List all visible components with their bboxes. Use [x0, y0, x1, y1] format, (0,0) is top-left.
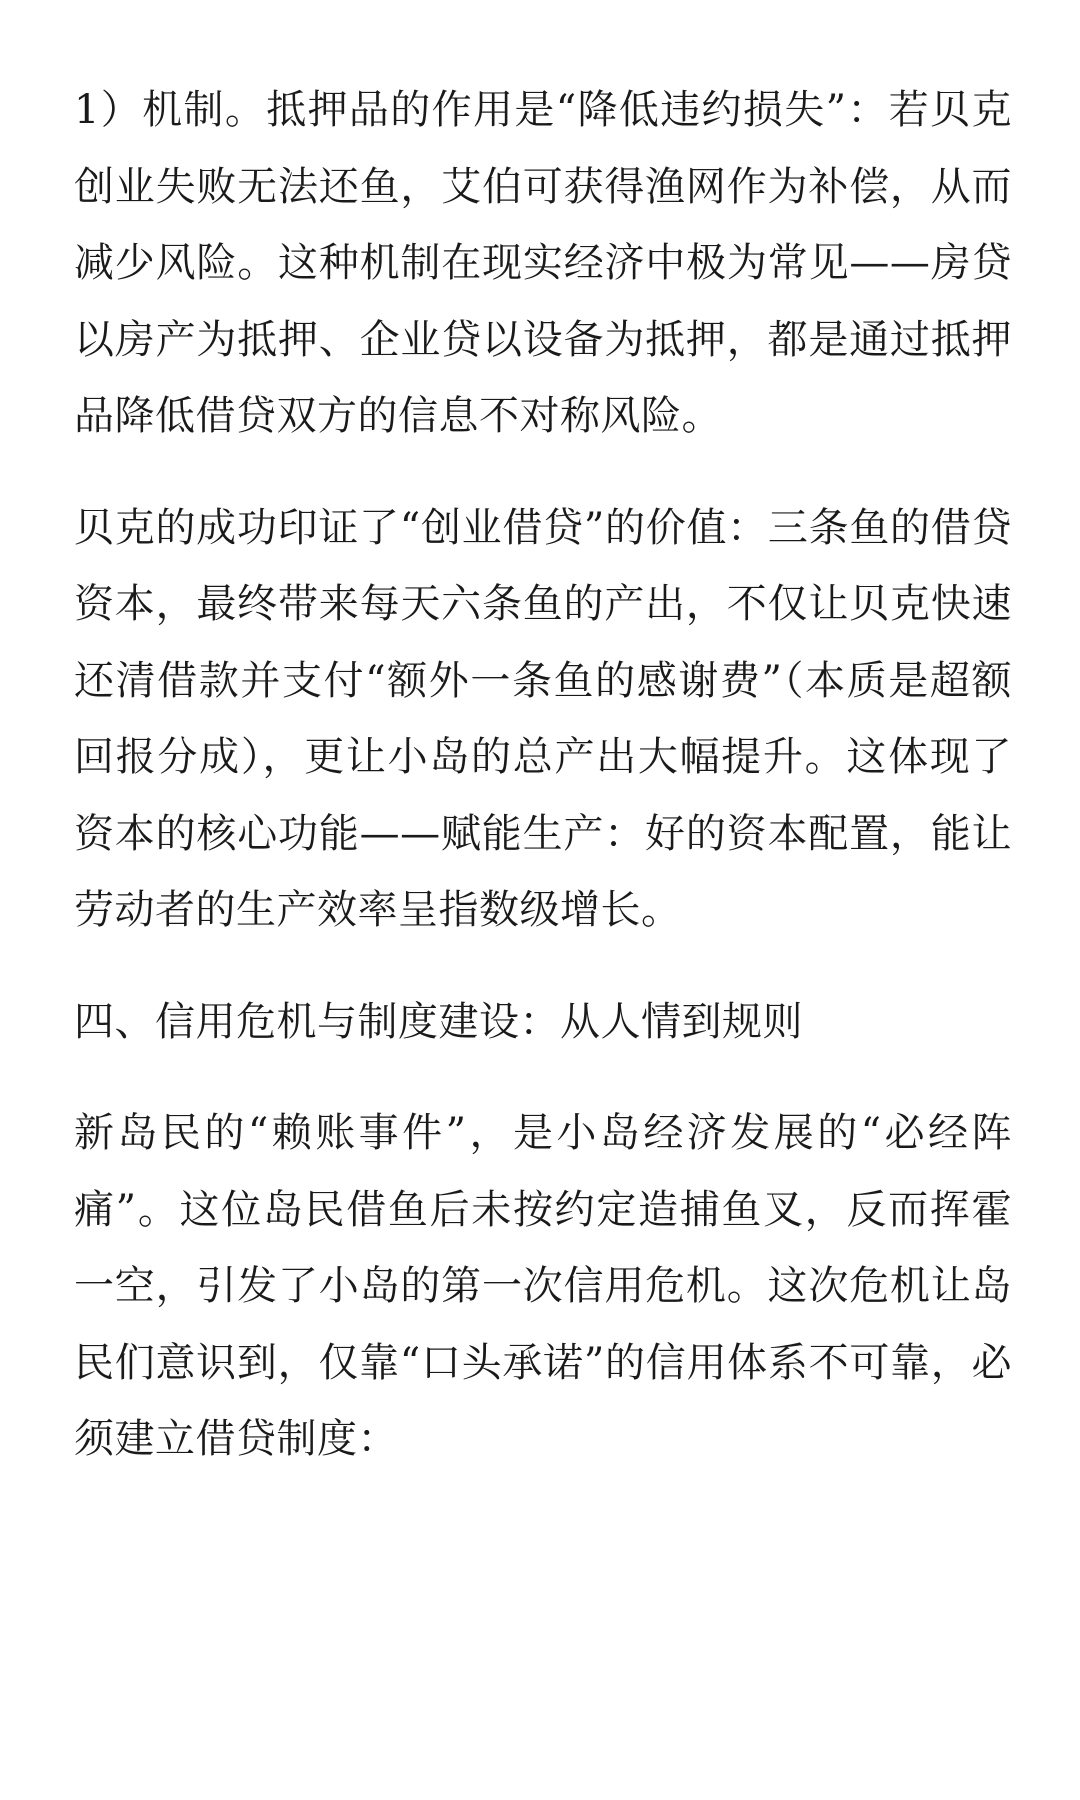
section-heading: 四、信用危机与制度建设：从人情到规则 — [74, 998, 803, 1045]
paragraph-collateral-mechanism: 1）机制。抵押品的作用是“降低违约损失”：若贝克创业失败无法还鱼，艾伯可获得渔网作为补偿，从而减少风险。这种机制在现实经济中极为常见——房贷以房产为抵押、企业贷以设备为抵押，都是通过抵押品降低借贷双方的信息不对称风险。 — [74, 87, 1012, 439]
paragraph-startup-lending: 贝克的成功印证了“创业借贷”的价值：三条鱼的借贷资本，最终带来每天六条鱼的产出，不仅让贝克快速还清借款并支付“额外一条鱼的感谢费”（本质是超额回报分成），更让小岛的总产出大幅提升。这体现了资本的核心功能——赋能生产：好的资本配置，能让劳动者的生产效率呈指数级增长。 — [74, 504, 1012, 933]
article-body — [74, 72, 1012, 1513]
paragraph-credit-crisis: 新岛民的“赖账事件”，是小岛经济发展的“必经阵痛”。这位岛民借鱼后未按约定造捕鱼叉，反而挥霍一空，引发了小岛的第一次信用危机。这次危机让岛民们意识到，仅靠“口头承诺”的信用体系不可靠，必须建立借贷制度： — [74, 1110, 1012, 1462]
